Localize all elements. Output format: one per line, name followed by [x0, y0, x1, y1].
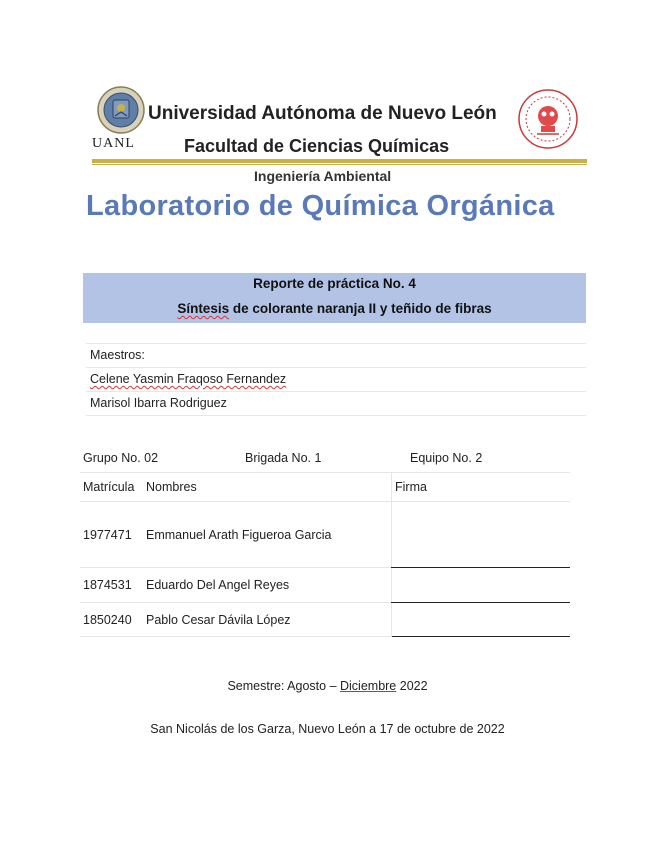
table-row [80, 603, 570, 637]
table-row [80, 502, 570, 568]
semester-month: Diciembre [340, 679, 397, 693]
signature-field [392, 568, 571, 603]
teachers-label: Maestros: [86, 343, 586, 367]
program-name: Ingeniería Ambiental [254, 168, 392, 184]
students-table [80, 472, 570, 637]
teacher-name [86, 367, 586, 391]
place-date: San Nicolás de los Garza, Nuevo León a 17 de octubre de 2022 [150, 722, 505, 736]
fcq-seal-icon [517, 88, 579, 150]
row-nombre: Pablo Cesar Dávila López [143, 603, 392, 637]
row-matricula: 1850240 [80, 603, 143, 637]
uanl-crest-icon [96, 86, 146, 134]
semester-prefix: Semestre: Agosto – [227, 679, 340, 693]
header-matricula: Matrícula [80, 473, 143, 502]
header-rule-thin [92, 164, 587, 165]
semester-line [0, 679, 655, 693]
header-firma: Firma [392, 473, 571, 502]
report-number: Reporte de práctica No. 4 [253, 276, 416, 291]
row-matricula: 1874531 [80, 568, 143, 603]
lab-title: Laboratorio de Química Orgánica [86, 190, 555, 222]
uanl-logo [92, 86, 152, 156]
teachers-box [86, 343, 586, 416]
row-nombre: Eduardo Del Angel Reyes [143, 568, 392, 603]
table-header-row [80, 473, 570, 502]
report-banner [83, 273, 586, 323]
university-title: Universidad Autónoma de Nuevo León [148, 103, 497, 124]
teacher-2-name: Marisol Ibarra Rodriguez [90, 396, 227, 410]
report-title [83, 301, 586, 316]
semester-year: 2022 [396, 679, 428, 693]
uanl-logo-text: UANL [92, 136, 135, 151]
row-nombre: Emmanuel Arath Figueroa Garcia [143, 502, 392, 568]
report-title-first-word: Síntesis [177, 301, 230, 316]
teacher-1-name: Celene Yasmin Fraqoso Fernandez [90, 372, 287, 386]
header-nombres: Nombres [143, 473, 392, 502]
team-number: Equipo No. 2 [410, 451, 483, 465]
faculty-title: Facultad de Ciencias Químicas [184, 136, 450, 156]
group-number: Grupo No. 02 [83, 451, 159, 465]
row-matricula: 1977471 [80, 502, 143, 568]
table-row [80, 568, 570, 603]
group-info [83, 451, 583, 469]
header-rule [92, 159, 587, 163]
signature-field [392, 603, 571, 637]
brigade-number: Brigada No. 1 [245, 451, 322, 465]
signature-field [392, 502, 571, 568]
report-title-rest: de colorante naranja II y teñido de fibras [229, 301, 492, 316]
teacher-name [86, 391, 586, 416]
